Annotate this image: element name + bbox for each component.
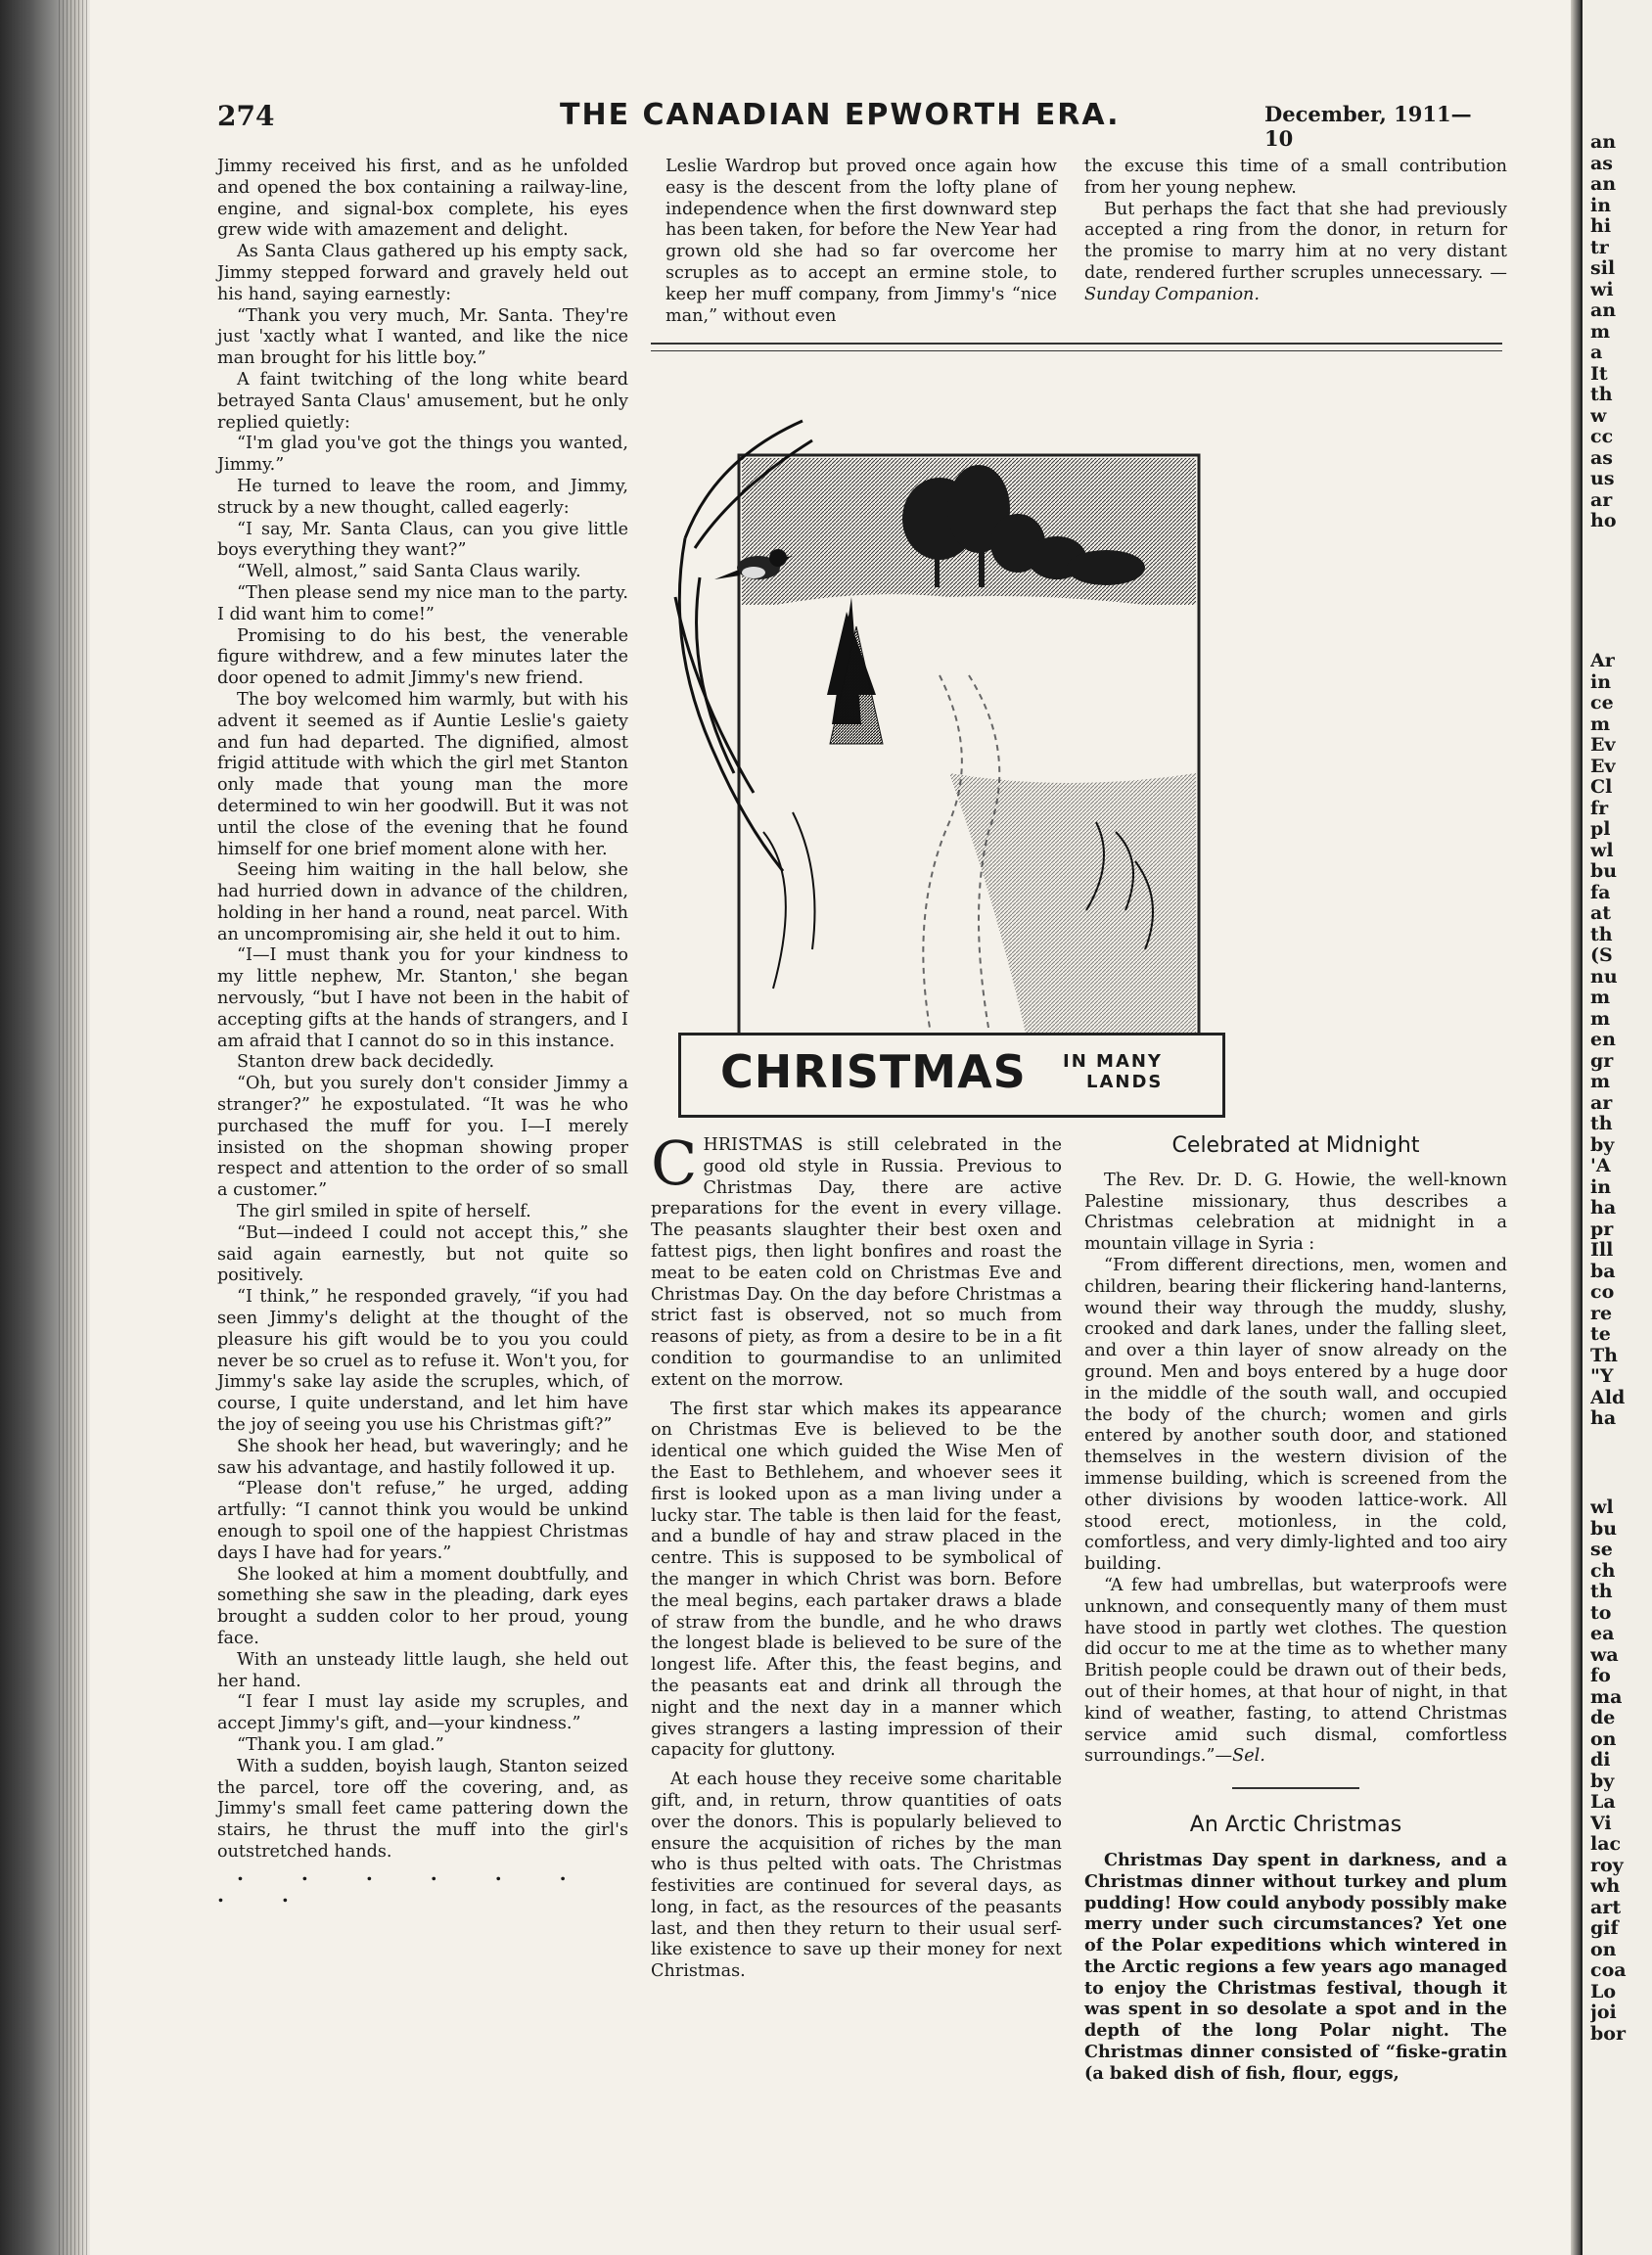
next-page-fragment: Th bbox=[1590, 1345, 1618, 1366]
story-paragraph: “A few had umbrellas, but waterproofs were unknown, and consequently many of them must have stood in partly wet clothes. The question did occur to me at the time as to whether many British people could be drawn out of their beds, out of their homes, at that hour of night, in that kind of weather, fasting, to attend Christmas service amid such dismal, comfortless surroundings.”—Sel. bbox=[1084, 1575, 1507, 1767]
next-page-fragment: art bbox=[1590, 1897, 1622, 1918]
next-page-fragment: joi bbox=[1590, 2002, 1617, 2023]
story-column-3 bbox=[1084, 157, 1507, 306]
next-page-fragment: de bbox=[1590, 1708, 1616, 1728]
story-paragraph: “Then please send my nice man to the party. I did want him to come!” bbox=[217, 582, 628, 624]
page-header bbox=[217, 98, 1490, 151]
story-paragraph: “I say, Mr. Santa Claus, can you give little boys everything they want?” bbox=[217, 519, 628, 561]
next-page-fragment: tr bbox=[1590, 237, 1609, 258]
next-page-fragment: bu bbox=[1590, 861, 1618, 882]
russia-column bbox=[651, 1128, 1062, 1983]
story-paragraph: As Santa Claus gathered up his empty sack, Jimmy stepped forward and gravely held out his hand, saying earnestly: bbox=[217, 242, 628, 304]
next-page-fragment: re bbox=[1590, 1303, 1613, 1324]
next-page-fragment: co bbox=[1590, 1282, 1615, 1303]
midnight-arctic-column bbox=[1084, 1135, 1507, 2085]
next-page-fragment: ha bbox=[1590, 1408, 1617, 1429]
next-page-fragment: se bbox=[1590, 1540, 1613, 1560]
drop-cap: C bbox=[651, 1128, 698, 1199]
story-paragraph: She shook her head, but waveringly; and he saw his advantage, and hastily followed it up. bbox=[217, 1436, 628, 1478]
next-page-fragment: in bbox=[1590, 195, 1612, 216]
feature-title: CHRISTMAS bbox=[720, 1045, 1027, 1098]
story-paragraph: “I think,” he responded gravely, “if you had seen Jimmy's delight at the thought of the pleasure his gift would be to you you could never be so cruel as to refuse it. Won't you, for Jimmy's sake lay aside the scruples, which, of course, I quite understand, and let him have the joy of seeing you use his Christmas gift?” bbox=[217, 1287, 628, 1436]
next-page-fragment: fa bbox=[1590, 882, 1611, 903]
next-page-fragment: Ev bbox=[1590, 756, 1616, 777]
next-page-fragment: th bbox=[1590, 1582, 1613, 1602]
next-page-fragment: ho bbox=[1590, 511, 1617, 531]
next-page-fragment: fo bbox=[1590, 1666, 1611, 1686]
story-paragraph: At each house they receive some charitable gift, and, in return, throw quantities of oats over the donors. This is popularly believed to ensure the acquisition of riches by the man who is thus pelted with oats. The Christmas festivities are continued for several days, as long, in fact, as the resources of the peasants last, and then they return to their usual serf-like existence to save up their money for next Christmas. bbox=[651, 1770, 1062, 1982]
next-page-fragment: "Y bbox=[1590, 1366, 1614, 1387]
story-paragraph: The girl smiled in spite of herself. bbox=[237, 1202, 531, 1222]
story-column-2 bbox=[665, 157, 1057, 327]
story-paragraph: The Rev. Dr. D. G. Howie, the well-known Palestine missionary, thus describes a Christmas celebration at midnight in a mountain village in Syria : bbox=[1084, 1170, 1507, 1255]
next-page-fragment: ea bbox=[1590, 1624, 1615, 1644]
next-page-fragment: Ill bbox=[1590, 1240, 1614, 1261]
next-page-fragment: bor bbox=[1590, 2023, 1626, 2045]
story-paragraph: She looked at him a moment doubtfully, and something she saw in the pleading, dark eyes brought a sudden color to her proud, young face. bbox=[217, 1564, 628, 1648]
issue-date: December, 1911—10 bbox=[1264, 102, 1472, 151]
next-page-fragment: w bbox=[1590, 405, 1607, 427]
next-page-fragment: wh bbox=[1590, 1876, 1621, 1897]
page-number: 274 bbox=[217, 100, 275, 132]
next-page-fragment: ha bbox=[1590, 1198, 1617, 1219]
subsection-divider bbox=[1232, 1787, 1359, 1789]
story-paragraph: “Thank you very much, Mr. Santa. They're just 'xactly what I wanted, and like the nice man brought for his little boy.” bbox=[217, 305, 628, 369]
story-source: Sunday Companion. bbox=[1084, 284, 1260, 304]
feature-title-small-2: LANDS bbox=[1086, 1072, 1164, 1092]
next-page-fragment: th bbox=[1590, 924, 1613, 945]
story-paragraph: The boy welcomed him warmly, but with his advent it seemed as if Auntie Leslie's gaiety and fun had departed. The dignified, almost frigid attitude with which the girl met Stanton only made that young man the more determined to win her goodwill. But it was not until the close of the evening that he found himself for one brief moment alone with her. bbox=[217, 689, 628, 859]
story-paragraph: “I'm glad you've got the things you wanted, Jimmy.” bbox=[217, 434, 628, 476]
next-page-fragment: th bbox=[1590, 1114, 1613, 1134]
next-page-fragment: wl bbox=[1590, 840, 1614, 861]
subsection-heading: Celebrated at Midnight bbox=[1171, 1133, 1420, 1158]
page-edges bbox=[59, 0, 88, 2255]
next-page-fragment: gr bbox=[1590, 1050, 1614, 1072]
story-paragraph: “From different directions, men, women and children, bearing their flickering hand-lanterns, wound their way through the muddy, slushy, crooked and dark lanes, under the falling sleet, and over a thin layer of snow already on the ground. Men and boys entered by a huge door in the middle of the south wall, and occupied the body of the church; women and girls entered by another south door, and stationed themselves in the western division of the immense building, which is screened from the other divisions by wooden lattice-work. All stood erect, motionless, in the cold, comfortless, and very dimly-lighted and too airy building. bbox=[1084, 1255, 1507, 1575]
next-page-fragment: m bbox=[1590, 321, 1611, 343]
next-page-fragment: Lo bbox=[1590, 1981, 1617, 2002]
next-page-fragment: It bbox=[1590, 363, 1608, 385]
next-page-fragment: te bbox=[1590, 1324, 1611, 1345]
next-page-fragment: as bbox=[1590, 447, 1614, 469]
story-paragraph: “Oh, but you surely don't consider Jimmy a stranger?” he expostulated. “It was he who purchased the muff for you. I—I merely insisted on the shopman showing proper respect and attention to the order of so small a customer.” bbox=[217, 1074, 628, 1201]
next-page-fragment: 'A bbox=[1590, 1156, 1611, 1176]
next-page-fragment: coa bbox=[1590, 1960, 1627, 1981]
winter-landscape-with-bird-illustration bbox=[656, 401, 1204, 1047]
story-paragraph: He turned to leave the room, and Jimmy, struck by a new thought, called eagerly: bbox=[217, 476, 628, 518]
story-paragraph: the excuse this time of a small contribution from her young nephew. bbox=[1084, 157, 1507, 198]
next-page-fragment: hi bbox=[1590, 216, 1612, 237]
next-page-fragment: by bbox=[1590, 1134, 1615, 1156]
story-paragraph: “Please don't refuse,” he urged, adding artfully: “I cannot think you would be unkind enough to spoil one of the happiest Christmas days I have had for years.” bbox=[217, 1479, 628, 1563]
next-page-fragment: as bbox=[1590, 153, 1614, 174]
story-source: Sel. bbox=[1232, 1746, 1265, 1767]
next-page-fragment: to bbox=[1590, 1602, 1612, 1624]
story-paragraph: Jimmy received his first, and as he unfolded and opened the box containing a railway-line, engine, and signal-box complete, his eyes grew wide with amazement and delight. bbox=[217, 157, 628, 241]
section-break-dots: . . . . . . . . bbox=[217, 1861, 592, 1907]
next-page-fragment: en bbox=[1590, 1030, 1616, 1050]
next-page-fragment: pl bbox=[1590, 819, 1611, 840]
next-page-fragment: La bbox=[1590, 1792, 1616, 1813]
section-divider bbox=[651, 343, 1502, 351]
next-page-fragment: m bbox=[1590, 988, 1611, 1008]
story-paragraph: “Well, almost,” said Santa Claus warily. bbox=[237, 562, 581, 582]
story-paragraph: A faint twitching of the long white beard betrayed Santa Claus' amusement, but he only replied quietly: bbox=[217, 369, 628, 433]
next-page-fragment: in bbox=[1590, 1176, 1612, 1198]
next-page-fragment: ar bbox=[1590, 1092, 1613, 1114]
next-page-fragment: Ald bbox=[1590, 1387, 1626, 1408]
story-paragraph: CHRISTMAS is still celebrated in the good old style in Russia. Previous to Christmas Day, there are active preparations for the event in every village. The peasants slaughter their best oxen and fattest pigs, then light bonfires and roast the meat to be eaten cold on Christmas Eve and Christmas Day. On the day before Christmas a strict fast is observed, not so much from reasons of piety, as from a desire to be in a fit condition to gourmandise to an unlimited extent on the morrow. bbox=[651, 1128, 1062, 1390]
next-page-fragment: cc bbox=[1590, 427, 1614, 447]
next-page-fragment: pr bbox=[1590, 1219, 1614, 1240]
story-paragraph: The first star which makes its appearance on Christmas Eve is believed to be the identical one which guided the Wise Men of the East to Bethlehem, and whoever sees it first is looked upon as a man living under a lucky star. The table is then laid for the feast, and a bundle of hay and straw placed in the centre. This is supposed to be symbolical of the manger in which Christ was born. Before the meal begins, each partaker draws a blade of straw from the bundle, and he who draws the longest blade is believed to be sure of the longest life. After this, the feast begins, and the peasants eat and drink all through the night and the next day in a manner which gives strangers a lasting impression of their capacity for gluttony. bbox=[651, 1399, 1062, 1761]
next-page-fragment: an bbox=[1590, 174, 1617, 195]
subsection-heading: An Arctic Christmas bbox=[1189, 1813, 1402, 1838]
next-page-fragment: bu bbox=[1590, 1518, 1618, 1540]
book-spine bbox=[1571, 0, 1581, 2255]
next-page-fragment: ma bbox=[1590, 1686, 1623, 1708]
story-paragraph: “Thank you. I am glad.” bbox=[237, 1734, 444, 1755]
next-page-fragment: an bbox=[1590, 132, 1617, 153]
next-page-fragment: on bbox=[1590, 1939, 1617, 1960]
story-paragraph: Leslie Wardrop but proved once again how easy is the descent from the lofty plane of independence when the first downward step has been taken, for before the New Year had grown old she had so far overcome her scruples as to accept an ermine stole, to keep her muff company, from Jimmy's “nice man,” without even bbox=[665, 157, 1057, 326]
story-paragraph: “But—indeed I could not accept this,” she said again earnestly, but not quite so positively. bbox=[217, 1222, 628, 1286]
next-page-fragment: (S bbox=[1590, 945, 1613, 966]
next-page-fragment: wi bbox=[1590, 279, 1614, 300]
next-page-fragment: Vi bbox=[1590, 1813, 1612, 1834]
story-paragraph: Seeing him waiting in the hall below, she had hurried down in advance of the children, holding in her hand a round, neat parcel. With an uncompromising air, she held it out to him. bbox=[217, 860, 628, 944]
story-paragraph: But perhaps the fact that she had previously accepted a ring from the donor, in return for the promise to marry him at no very distant date, rendered further scruples unnecessary. — Sunday Companion. bbox=[1084, 199, 1507, 304]
story-column-1 bbox=[217, 157, 628, 1906]
story-paragraph: Stanton drew back decidedly. bbox=[237, 1052, 495, 1073]
next-page-fragment: nu bbox=[1590, 966, 1618, 988]
next-page-fragment: lac bbox=[1590, 1834, 1622, 1855]
next-page-fragment: m bbox=[1590, 1072, 1611, 1092]
next-page-fragment: Ar bbox=[1590, 651, 1615, 671]
next-page-fragment: Cl bbox=[1590, 777, 1613, 798]
next-page-fragment: in bbox=[1590, 671, 1612, 693]
story-paragraph: “I fear I must lay aside my scruples, and accept Jimmy's gift, and—your kindness.” bbox=[217, 1692, 628, 1734]
next-page-fragment: an bbox=[1590, 300, 1617, 321]
next-page-fragment: roy bbox=[1590, 1855, 1624, 1876]
next-page-fragment: ce bbox=[1590, 693, 1614, 713]
next-page-fragment: th bbox=[1590, 385, 1613, 405]
feature-title-box bbox=[678, 1033, 1225, 1118]
next-page-fragment: m bbox=[1590, 713, 1611, 735]
next-page-fragment: fr bbox=[1590, 798, 1609, 819]
story-paragraph: “I—I must thank you for your kindness to my little nephew, Mr. Stanton,' she began nervously, “but I have not been in the habit of accepting gifts at the hands of strangers, and I am afraid that I cannot do so in this instance. bbox=[217, 945, 628, 1051]
next-page-fragment: Ev bbox=[1590, 735, 1616, 756]
next-page-fragment: sil bbox=[1590, 258, 1616, 279]
story-paragraph: Christmas Day spent in darkness, and a Christmas dinner without turkey and plum pudding! How could anybody possibly make merry under such circumstances? Yet one of the Polar expeditions which wintered in the Arctic regions a few years ago managed to enjoy the Christmas festival, though it was spent in so desolate a spot and in the depth of the long Polar night. The Christmas dinner consisted of “fiske-gratin (a baked dish of fish, flour, eggs, bbox=[1084, 1849, 1507, 2084]
next-page-fragment: gif bbox=[1590, 1918, 1619, 1939]
story-paragraph: With an unsteady little laugh, she held out her hand. bbox=[217, 1649, 628, 1691]
masthead: THE CANADIAN EPWORTH ERA. bbox=[560, 98, 1121, 132]
next-page-fragment: a bbox=[1590, 343, 1603, 363]
next-page-fragment: on bbox=[1590, 1728, 1617, 1750]
next-page-fragment: wl bbox=[1590, 1497, 1614, 1518]
next-page-fragment: ba bbox=[1590, 1261, 1616, 1282]
feature-title-small-1: IN MANY bbox=[1063, 1051, 1163, 1072]
next-page-fragment: ch bbox=[1590, 1560, 1616, 1582]
next-page-fragment: wa bbox=[1590, 1644, 1619, 1666]
next-page-fragment: m bbox=[1590, 1008, 1611, 1030]
next-page-fragment: at bbox=[1590, 903, 1612, 924]
story-paragraph: With a sudden, boyish laugh, Stanton seized the parcel, tore off the covering, and, as Jimmy's small feet came pattering down the stairs, he thrust the muff into the girl's outstretched hands. bbox=[217, 1756, 628, 1862]
next-page-fragment: by bbox=[1590, 1771, 1615, 1792]
next-page-fragment: us bbox=[1590, 469, 1615, 489]
next-page-fragment: di bbox=[1590, 1750, 1611, 1771]
next-page-fragment: ar bbox=[1590, 489, 1613, 511]
story-paragraph: Promising to do his best, the venerable figure withdrew, and a few minutes later the door opened to admit Jimmy's new friend. bbox=[217, 625, 628, 689]
